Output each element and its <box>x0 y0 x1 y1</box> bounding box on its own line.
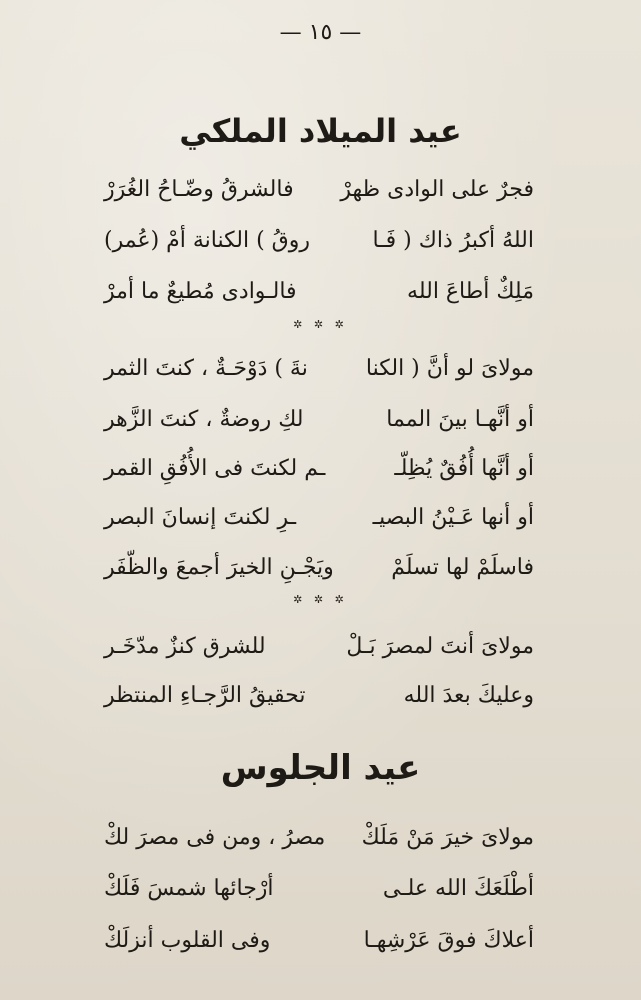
verse-line <box>104 345 534 391</box>
verse-line <box>104 268 534 314</box>
verse-second-hemistich: أرْجائها شمسَ فَلَكْ <box>104 875 274 901</box>
verse-line <box>104 396 534 442</box>
verse-first-hemistich: فاسلَمْ لها تسلَمْ <box>391 554 534 580</box>
verse-line <box>104 672 534 718</box>
verse-first-hemistich: مولاىَ أنتَ لمصرَ بَـلْ <box>346 633 534 659</box>
verse-line <box>104 217 534 263</box>
verse-first-hemistich: أو أنَّها أُفُقٌ يُظِلّـ <box>394 455 534 481</box>
verse-second-hemistich: فالشرقُ وضّـاحُ الغُرَرْ <box>104 176 294 202</box>
verse-line <box>104 494 534 540</box>
verse-second-hemistich: ـم لكنتَ فى الأُفُقِ القمر <box>104 455 326 481</box>
verse-second-hemistich: وفى القلوب أنزلَكْ <box>104 927 271 953</box>
page-number: — ١٥ — <box>279 20 362 45</box>
verse-second-hemistich: روقُ ) الكنانة أمْ (عُمر) <box>104 227 310 253</box>
verse-second-hemistich: نةَ ) دَوْحَـةٌ ، كنتَ الثمر <box>104 355 308 381</box>
verse-second-hemistich: تحقيقُ الرَّجـاءِ المنتظر <box>104 682 306 708</box>
verse-first-hemistich: أو أنها عَـيْنُ البصيـ <box>372 504 534 530</box>
poem-title-royal-birthday: عيد الميلاد الملكي <box>179 112 462 150</box>
verse-line <box>104 445 534 491</box>
verse-line <box>104 917 534 963</box>
verse-first-hemistich: وعليكَ بعدَ الله <box>403 682 534 708</box>
verse-second-hemistich: لكِ روضةٌ ، كنتَ الزَّهر <box>104 406 304 432</box>
verse-second-hemistich: ـرِ لكنتَ إنسانَ البصر <box>104 504 297 530</box>
verse-line <box>104 166 534 212</box>
verse-first-hemistich: مولاىَ خيرَ مَنْ مَلَكْ <box>361 824 534 850</box>
verse-line <box>104 623 534 669</box>
verse-first-hemistich: مَلِكٌ أطاعَ الله <box>407 278 534 304</box>
verse-second-hemistich: فالـوادى مُطيعٌ ما أمرْ <box>104 278 297 304</box>
verse-second-hemistich: مصرُ ، ومن فى مصرَ لكْ <box>104 824 326 850</box>
verse-second-hemistich: للشرق كنزٌ مدّخَـر <box>104 633 266 659</box>
verse-line <box>104 865 534 911</box>
verse-first-hemistich: أطْلَعَكَ الله علـى <box>382 875 534 901</box>
verse-first-hemistich: أعلاكَ فوقَ عَرْشِهـا <box>363 927 534 953</box>
stanza-separator-ornament: ✲ ✲ ✲ <box>293 318 348 331</box>
verse-line <box>104 544 534 590</box>
stanza-separator-ornament: ✲ ✲ ✲ <box>293 593 348 606</box>
verse-line <box>104 814 534 860</box>
verse-first-hemistich: اللهُ أكبرُ ذاك ( فَـا <box>372 227 534 253</box>
verse-first-hemistich: مولاىَ لو أنَّ ( الكنا <box>365 355 534 381</box>
verse-first-hemistich: أو أنَّهـا بينَ المما <box>386 406 534 432</box>
verse-first-hemistich: فجرٌ على الوادى ظهرْ <box>340 176 534 202</box>
verse-second-hemistich: ويَجْـنِ الخيرَ أجمعَ والظّفَر <box>104 554 334 580</box>
poem-title-accession-day: عيد الجلوس <box>220 748 421 788</box>
